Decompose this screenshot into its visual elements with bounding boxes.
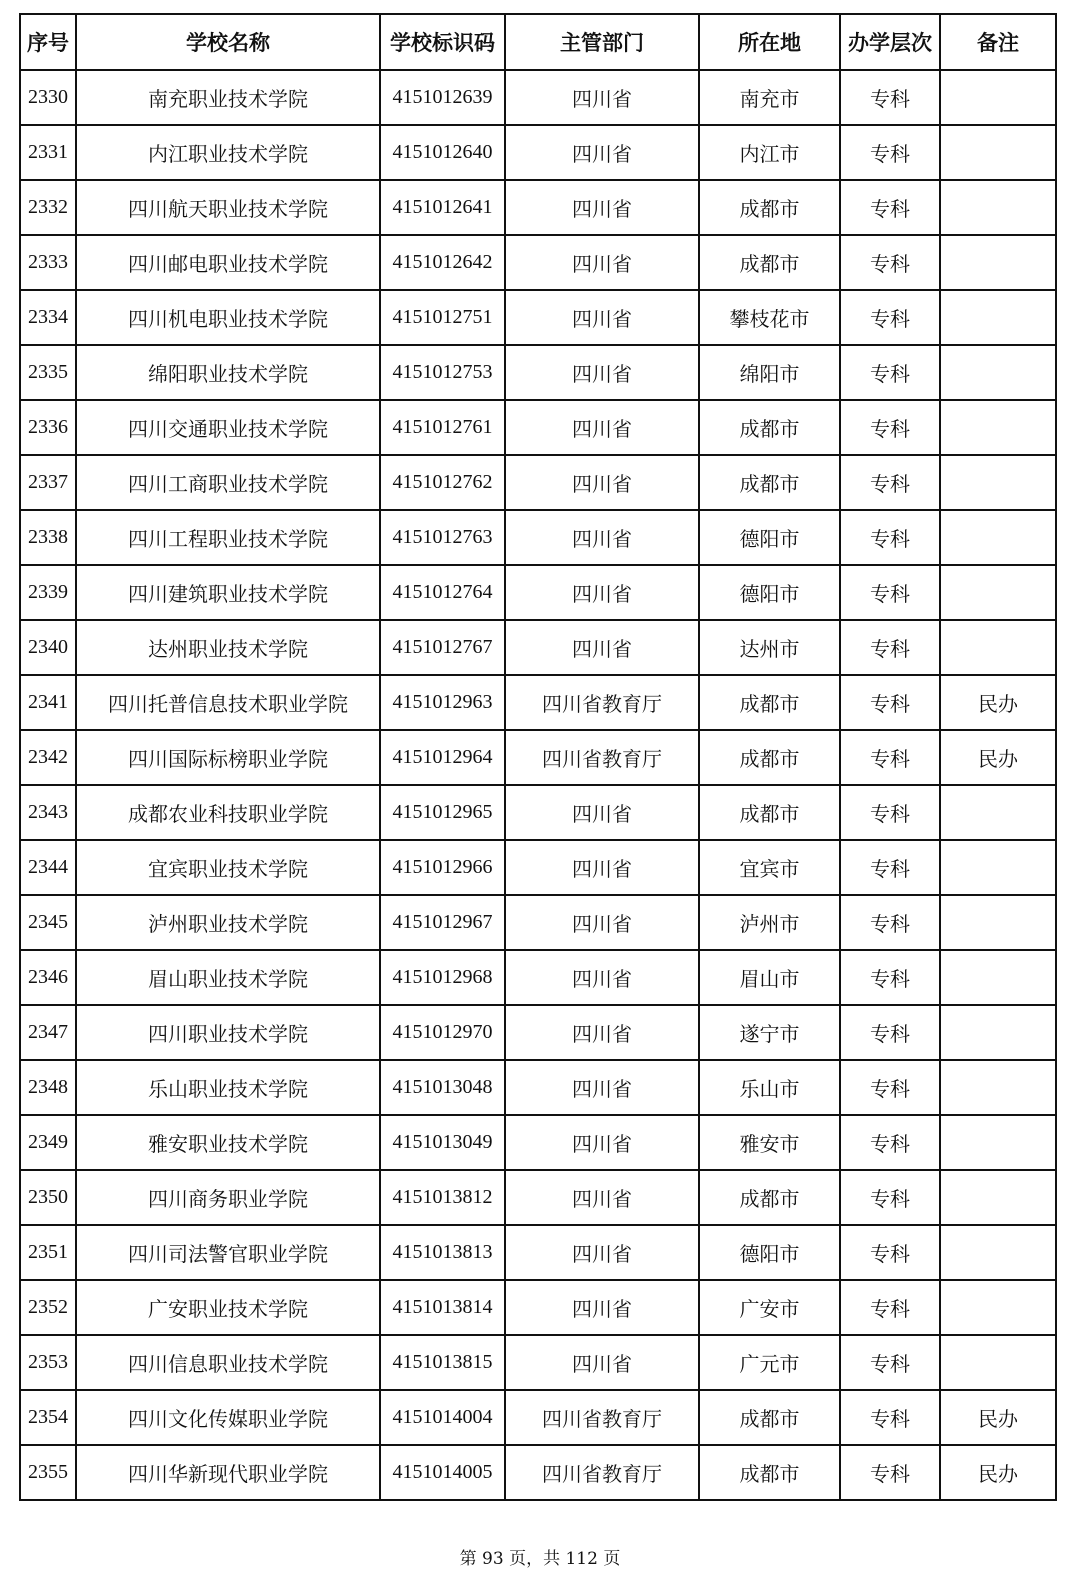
cell-location: 成都市 xyxy=(699,1445,840,1500)
cell-level: 专科 xyxy=(840,1225,940,1280)
page-footer: 第 93 页，共 112 页 xyxy=(459,1549,621,1569)
cell-location: 绵阳市 xyxy=(699,345,840,400)
cell-remarks xyxy=(940,1170,1056,1225)
table-row xyxy=(20,950,1056,1005)
cell-school-name: 四川司法警官职业学院 xyxy=(76,1225,380,1280)
cell-level: 专科 xyxy=(840,840,940,895)
cell-location: 德阳市 xyxy=(699,1225,840,1280)
cell-location: 德阳市 xyxy=(699,565,840,620)
cell-school-name: 广安职业技术学院 xyxy=(76,1280,380,1335)
cell-school-code: 4151014004 xyxy=(380,1390,505,1445)
table-row xyxy=(20,125,1056,180)
cell-school-name: 四川航天职业技术学院 xyxy=(76,180,380,235)
cell-index: 2332 xyxy=(20,180,76,235)
cell-school-code: 4151012761 xyxy=(380,400,505,455)
cell-location: 成都市 xyxy=(699,675,840,730)
cell-index: 2331 xyxy=(20,125,76,180)
cell-department: 四川省 xyxy=(505,180,699,235)
table-row xyxy=(20,455,1056,510)
cell-location: 达州市 xyxy=(699,620,840,675)
cell-department: 四川省教育厅 xyxy=(505,1390,699,1445)
cell-school-name: 四川商务职业学院 xyxy=(76,1170,380,1225)
cell-school-code: 4151012763 xyxy=(380,510,505,565)
cell-location: 成都市 xyxy=(699,1390,840,1445)
cell-school-code: 4151012964 xyxy=(380,730,505,785)
cell-department: 四川省 xyxy=(505,1005,699,1060)
cell-level: 专科 xyxy=(840,70,940,125)
cell-location: 成都市 xyxy=(699,180,840,235)
cell-school-name: 四川华新现代职业学院 xyxy=(76,1445,380,1500)
table-row xyxy=(20,1060,1056,1115)
cell-index: 2350 xyxy=(20,1170,76,1225)
cell-index: 2342 xyxy=(20,730,76,785)
cell-department: 四川省 xyxy=(505,785,699,840)
cell-index: 2336 xyxy=(20,400,76,455)
cell-remarks xyxy=(940,1335,1056,1390)
cell-location: 成都市 xyxy=(699,1170,840,1225)
cell-index: 2330 xyxy=(20,70,76,125)
cell-school-code: 4151012751 xyxy=(380,290,505,345)
cell-remarks xyxy=(940,125,1056,180)
cell-school-name: 四川职业技术学院 xyxy=(76,1005,380,1060)
cell-index: 2333 xyxy=(20,235,76,290)
cell-school-code: 4151013813 xyxy=(380,1225,505,1280)
cell-level: 专科 xyxy=(840,675,940,730)
cell-remarks xyxy=(940,455,1056,510)
cell-school-name: 内江职业技术学院 xyxy=(76,125,380,180)
cell-school-code: 4151013814 xyxy=(380,1280,505,1335)
cell-level: 专科 xyxy=(840,1280,940,1335)
cell-location: 广元市 xyxy=(699,1335,840,1390)
cell-index: 2341 xyxy=(20,675,76,730)
cell-level: 专科 xyxy=(840,1390,940,1445)
table-row xyxy=(20,1280,1056,1335)
cell-location: 成都市 xyxy=(699,730,840,785)
cell-department: 四川省教育厅 xyxy=(505,1445,699,1500)
cell-school-name: 四川工程职业技术学院 xyxy=(76,510,380,565)
table-row xyxy=(20,1170,1056,1225)
cell-level: 专科 xyxy=(840,1335,940,1390)
header-department: 主管部门 xyxy=(505,14,699,70)
header-remarks: 备注 xyxy=(940,14,1056,70)
cell-school-code: 4151012966 xyxy=(380,840,505,895)
cell-index: 2334 xyxy=(20,290,76,345)
cell-level: 专科 xyxy=(840,950,940,1005)
cell-department: 四川省 xyxy=(505,1225,699,1280)
cell-department: 四川省 xyxy=(505,510,699,565)
cell-school-name: 四川文化传媒职业学院 xyxy=(76,1390,380,1445)
cell-school-name: 四川托普信息技术职业学院 xyxy=(76,675,380,730)
cell-location: 眉山市 xyxy=(699,950,840,1005)
cell-index: 2355 xyxy=(20,1445,76,1500)
cell-remarks: 民办 xyxy=(940,675,1056,730)
cell-department: 四川省 xyxy=(505,70,699,125)
cell-school-name: 泸州职业技术学院 xyxy=(76,895,380,950)
cell-remarks xyxy=(940,565,1056,620)
cell-school-name: 四川交通职业技术学院 xyxy=(76,400,380,455)
cell-department: 四川省 xyxy=(505,345,699,400)
cell-school-name: 南充职业技术学院 xyxy=(76,70,380,125)
cell-location: 成都市 xyxy=(699,400,840,455)
table-row xyxy=(20,510,1056,565)
table-row xyxy=(20,235,1056,290)
cell-index: 2347 xyxy=(20,1005,76,1060)
cell-index: 2346 xyxy=(20,950,76,1005)
cell-level: 专科 xyxy=(840,895,940,950)
cell-location: 宜宾市 xyxy=(699,840,840,895)
cell-school-name: 四川机电职业技术学院 xyxy=(76,290,380,345)
cell-school-code: 4151012639 xyxy=(380,70,505,125)
cell-school-code: 4151012753 xyxy=(380,345,505,400)
cell-department: 四川省 xyxy=(505,950,699,1005)
cell-index: 2354 xyxy=(20,1390,76,1445)
cell-location: 雅安市 xyxy=(699,1115,840,1170)
cell-school-code: 4151012963 xyxy=(380,675,505,730)
cell-department: 四川省 xyxy=(505,1060,699,1115)
cell-index: 2343 xyxy=(20,785,76,840)
cell-department: 四川省 xyxy=(505,1115,699,1170)
cell-index: 2335 xyxy=(20,345,76,400)
table-row xyxy=(20,1335,1056,1390)
table-row xyxy=(20,1005,1056,1060)
cell-school-code: 4151012762 xyxy=(380,455,505,510)
cell-school-code: 4151013815 xyxy=(380,1335,505,1390)
cell-school-code: 4151012641 xyxy=(380,180,505,235)
cell-school-name: 宜宾职业技术学院 xyxy=(76,840,380,895)
cell-location: 成都市 xyxy=(699,785,840,840)
cell-remarks xyxy=(940,620,1056,675)
table-row xyxy=(20,895,1056,950)
cell-remarks xyxy=(940,785,1056,840)
cell-department: 四川省 xyxy=(505,840,699,895)
cell-school-code: 4151013049 xyxy=(380,1115,505,1170)
cell-school-name: 四川建筑职业技术学院 xyxy=(76,565,380,620)
cell-remarks xyxy=(940,180,1056,235)
cell-school-name: 四川信息职业技术学院 xyxy=(76,1335,380,1390)
table-header-row xyxy=(20,14,1056,70)
table-row xyxy=(20,675,1056,730)
table-row xyxy=(20,70,1056,125)
cell-remarks xyxy=(940,235,1056,290)
cell-remarks xyxy=(940,1115,1056,1170)
cell-index: 2353 xyxy=(20,1335,76,1390)
cell-school-name: 四川工商职业技术学院 xyxy=(76,455,380,510)
cell-level: 专科 xyxy=(840,125,940,180)
cell-level: 专科 xyxy=(840,1005,940,1060)
cell-remarks xyxy=(940,345,1056,400)
cell-level: 专科 xyxy=(840,1115,940,1170)
cell-school-code: 4151012767 xyxy=(380,620,505,675)
header-level: 办学层次 xyxy=(840,14,940,70)
cell-index: 2345 xyxy=(20,895,76,950)
table-row xyxy=(20,1225,1056,1280)
cell-level: 专科 xyxy=(840,455,940,510)
cell-level: 专科 xyxy=(840,180,940,235)
cell-remarks xyxy=(940,510,1056,565)
cell-school-code: 4151012764 xyxy=(380,565,505,620)
cell-index: 2339 xyxy=(20,565,76,620)
cell-location: 广安市 xyxy=(699,1280,840,1335)
cell-remarks xyxy=(940,400,1056,455)
header-location: 所在地 xyxy=(699,14,840,70)
table-row xyxy=(20,565,1056,620)
cell-department: 四川省 xyxy=(505,235,699,290)
cell-remarks xyxy=(940,70,1056,125)
cell-remarks: 民办 xyxy=(940,730,1056,785)
table-row xyxy=(20,620,1056,675)
cell-level: 专科 xyxy=(840,730,940,785)
header-school-name: 学校名称 xyxy=(76,14,380,70)
cell-location: 内江市 xyxy=(699,125,840,180)
cell-department: 四川省 xyxy=(505,1335,699,1390)
table-body xyxy=(20,70,1056,1500)
cell-department: 四川省教育厅 xyxy=(505,675,699,730)
cell-school-code: 4151012970 xyxy=(380,1005,505,1060)
cell-index: 2338 xyxy=(20,510,76,565)
cell-location: 乐山市 xyxy=(699,1060,840,1115)
cell-department: 四川省 xyxy=(505,290,699,345)
cell-school-name: 成都农业科技职业学院 xyxy=(76,785,380,840)
cell-remarks xyxy=(940,950,1056,1005)
cell-school-code: 4151013048 xyxy=(380,1060,505,1115)
cell-remarks xyxy=(940,1060,1056,1115)
table-row xyxy=(20,400,1056,455)
cell-department: 四川省教育厅 xyxy=(505,730,699,785)
cell-level: 专科 xyxy=(840,565,940,620)
table-row xyxy=(20,1445,1056,1500)
cell-location: 成都市 xyxy=(699,235,840,290)
cell-index: 2351 xyxy=(20,1225,76,1280)
cell-school-name: 四川国际标榜职业学院 xyxy=(76,730,380,785)
cell-location: 德阳市 xyxy=(699,510,840,565)
cell-remarks xyxy=(940,1280,1056,1335)
cell-level: 专科 xyxy=(840,345,940,400)
cell-level: 专科 xyxy=(840,510,940,565)
cell-location: 泸州市 xyxy=(699,895,840,950)
cell-department: 四川省 xyxy=(505,1280,699,1335)
header-school-code: 学校标识码 xyxy=(380,14,505,70)
table-row xyxy=(20,785,1056,840)
cell-index: 2340 xyxy=(20,620,76,675)
cell-school-name: 达州职业技术学院 xyxy=(76,620,380,675)
table-row xyxy=(20,840,1056,895)
cell-school-name: 绵阳职业技术学院 xyxy=(76,345,380,400)
cell-location: 成都市 xyxy=(699,455,840,510)
table-row xyxy=(20,290,1056,345)
cell-level: 专科 xyxy=(840,620,940,675)
table-row xyxy=(20,730,1056,785)
cell-department: 四川省 xyxy=(505,620,699,675)
cell-school-code: 4151013812 xyxy=(380,1170,505,1225)
cell-index: 2349 xyxy=(20,1115,76,1170)
cell-location: 遂宁市 xyxy=(699,1005,840,1060)
cell-remarks: 民办 xyxy=(940,1445,1056,1500)
cell-remarks xyxy=(940,1225,1056,1280)
cell-department: 四川省 xyxy=(505,455,699,510)
cell-remarks xyxy=(940,895,1056,950)
cell-remarks xyxy=(940,840,1056,895)
cell-department: 四川省 xyxy=(505,125,699,180)
cell-level: 专科 xyxy=(840,1060,940,1115)
cell-school-name: 眉山职业技术学院 xyxy=(76,950,380,1005)
cell-school-code: 4151012968 xyxy=(380,950,505,1005)
cell-remarks: 民办 xyxy=(940,1390,1056,1445)
cell-remarks xyxy=(940,290,1056,345)
cell-index: 2352 xyxy=(20,1280,76,1335)
school-list-table xyxy=(19,13,1057,1501)
table-row xyxy=(20,180,1056,235)
cell-level: 专科 xyxy=(840,235,940,290)
cell-school-name: 雅安职业技术学院 xyxy=(76,1115,380,1170)
table-row xyxy=(20,1390,1056,1445)
cell-index: 2337 xyxy=(20,455,76,510)
cell-department: 四川省 xyxy=(505,400,699,455)
cell-level: 专科 xyxy=(840,400,940,455)
header-index: 序号 xyxy=(20,14,76,70)
cell-school-code: 4151012967 xyxy=(380,895,505,950)
cell-school-name: 乐山职业技术学院 xyxy=(76,1060,380,1115)
cell-level: 专科 xyxy=(840,1445,940,1500)
table-row xyxy=(20,1115,1056,1170)
cell-school-code: 4151012965 xyxy=(380,785,505,840)
cell-level: 专科 xyxy=(840,1170,940,1225)
cell-remarks xyxy=(940,1005,1056,1060)
cell-school-code: 4151012640 xyxy=(380,125,505,180)
cell-school-code: 4151014005 xyxy=(380,1445,505,1500)
cell-level: 专科 xyxy=(840,785,940,840)
cell-department: 四川省 xyxy=(505,565,699,620)
table-row xyxy=(20,345,1056,400)
cell-department: 四川省 xyxy=(505,1170,699,1225)
cell-school-name: 四川邮电职业技术学院 xyxy=(76,235,380,290)
cell-school-code: 4151012642 xyxy=(380,235,505,290)
cell-index: 2344 xyxy=(20,840,76,895)
cell-index: 2348 xyxy=(20,1060,76,1115)
cell-level: 专科 xyxy=(840,290,940,345)
cell-location: 攀枝花市 xyxy=(699,290,840,345)
cell-location: 南充市 xyxy=(699,70,840,125)
cell-department: 四川省 xyxy=(505,895,699,950)
